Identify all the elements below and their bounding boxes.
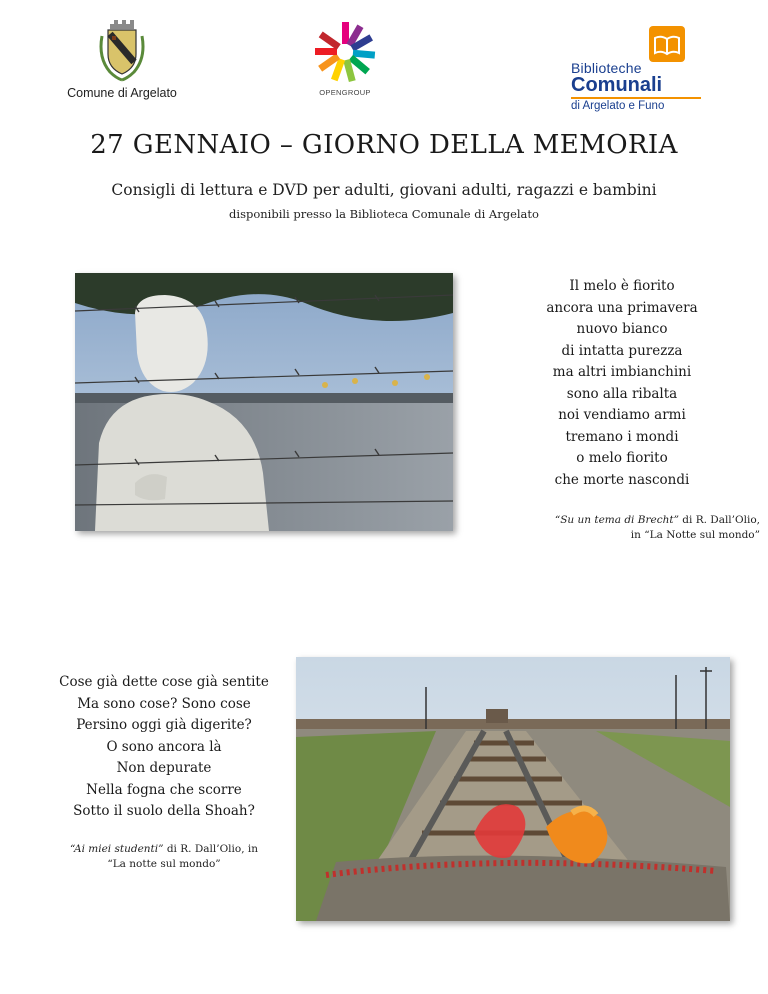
- poem-line: tremano i mondi: [565, 428, 679, 445]
- biblio-line3: di Argelato e Funo: [571, 100, 665, 112]
- poem-line: sono alla ribalta: [566, 385, 678, 402]
- poem-ai-miei-studenti: [40, 672, 288, 823]
- poem-line: ma altri imbianchini: [552, 364, 692, 380]
- page-title: 27 GENNAIO – GIORNO DELLA MEMORIA: [90, 130, 678, 160]
- availability-note: disponibili presso la Biblioteca Comunale di Argelato: [229, 207, 539, 221]
- comune-logo: [52, 18, 192, 104]
- biblio-divider: [571, 97, 701, 99]
- opengroup-label: OPENGROUP: [319, 88, 371, 97]
- poem2-credit: [40, 842, 288, 872]
- comune-label: Comune di Argelato: [67, 86, 177, 100]
- poem-line: Ma sono cose? Sono cose: [77, 695, 251, 712]
- poem2-credit-source: “La notte sul mondo”: [107, 858, 221, 870]
- poem-line: o melo fiorito: [576, 450, 668, 466]
- poem-line: di intatta purezza: [561, 342, 683, 359]
- poem-line: noi vendiamo armi: [558, 407, 686, 423]
- coat-of-arms-icon: [96, 18, 148, 84]
- poem-line: ancora una primavera: [546, 299, 698, 316]
- poem-line: Cose già dette cose già sentite: [59, 674, 269, 690]
- opengroup-logo-icon: [304, 18, 386, 84]
- poem-line: nuovo bianco: [576, 321, 668, 337]
- page-subtitle: Consigli di lettura e DVD per adulti, giovani adulti, ragazzi e bambini: [111, 181, 657, 199]
- poem2-credit-title: “Ai miei studenti”: [69, 843, 164, 855]
- poem-line: Non depurate: [116, 760, 212, 776]
- poem-line: Persino oggi già digerite?: [76, 717, 252, 733]
- poem-line: Sotto il suolo della Shoah?: [73, 803, 255, 819]
- poem-line: Il melo è fiorito: [569, 278, 675, 294]
- poem1-credit-title: “Su un tema di Brecht”: [554, 514, 679, 526]
- statue-barbed-wire-photo: [75, 273, 453, 531]
- poem-line: che morte nascondi: [554, 471, 690, 488]
- poem-line: O sono ancora là: [106, 738, 222, 755]
- biblio-line2: Comunali: [571, 74, 663, 96]
- opengroup-logo: [300, 18, 390, 104]
- open-book-icon: [649, 26, 685, 62]
- biblioteche-logo: [565, 22, 715, 114]
- poem1-credit-source: in “La Notte sul mondo”: [630, 529, 760, 541]
- poem2-credit-author: di R. Dall’Olio, in: [163, 843, 259, 855]
- railway-flowers-photo: [296, 657, 730, 921]
- biblio-line1: Biblioteche: [571, 60, 642, 76]
- poem1-credit: [470, 513, 760, 543]
- poem-line: Nella fogna che scorre: [86, 781, 242, 798]
- poem-melo-fiorito: [492, 276, 752, 491]
- poem1-credit-author: di R. Dall’Olio,: [678, 514, 760, 526]
